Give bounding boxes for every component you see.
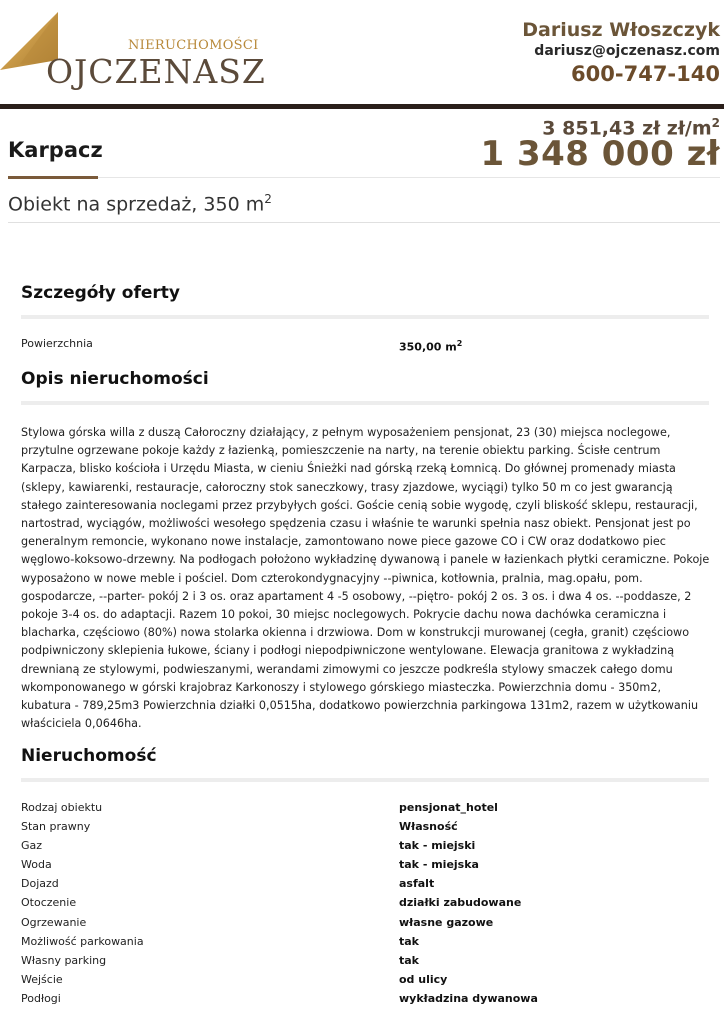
- property-row: [21, 875, 709, 893]
- property-value: tak: [399, 954, 419, 967]
- title-divider: [98, 177, 720, 178]
- property-row: [21, 799, 709, 817]
- area-sup: 2: [456, 339, 463, 348]
- agent-contact: [522, 18, 720, 88]
- property-label: Dojazd: [21, 877, 59, 890]
- property-row: [21, 914, 709, 932]
- logo[interactable]: [0, 12, 266, 92]
- listing-city: Karpacz: [8, 138, 103, 162]
- property-row: [21, 894, 709, 912]
- details-heading: Szczegóły oferty: [21, 283, 180, 303]
- property-value: własne gazowe: [399, 916, 494, 929]
- header-divider: [0, 104, 724, 109]
- property-row: [21, 837, 709, 855]
- description-divider: [21, 401, 709, 405]
- logo-title: OJCZENASZ: [46, 52, 266, 91]
- property-value: tak - miejska: [399, 858, 479, 871]
- agent-phone-link[interactable]: 600-747-140: [571, 62, 720, 86]
- property-row: [21, 990, 709, 1008]
- logo-subtitle: NIERUCHOMOŚCI: [128, 38, 259, 53]
- property-value: pensjonat_hotel: [399, 801, 498, 814]
- property-label: Stan prawny: [21, 820, 91, 833]
- property-label: Woda: [21, 858, 52, 871]
- subtitle-divider: [8, 222, 720, 223]
- property-row: [21, 818, 709, 836]
- listing-subtitle-text: Obiekt na sprzedaż, 350 m: [8, 193, 265, 216]
- property-value: działki zabudowane: [399, 896, 522, 909]
- description-heading: Opis nieruchomości: [21, 369, 209, 389]
- property-label: Własny parking: [21, 954, 107, 967]
- property-label: Podłogi: [21, 992, 61, 1005]
- property-row: [21, 933, 709, 951]
- price-per-m2-value: 3 851,43 zł zł/m: [542, 117, 712, 140]
- property-label: Możliwość parkowania: [21, 935, 144, 948]
- property-row: [21, 952, 709, 970]
- property-divider: [21, 778, 709, 782]
- agent-email-link[interactable]: dariusz@ojczenasz.com: [534, 43, 720, 59]
- listing-subtitle: [8, 192, 272, 215]
- listing-price: 1 348 000 zł: [480, 134, 720, 174]
- property-label: Rodzaj obiektu: [21, 801, 103, 814]
- property-row: [21, 856, 709, 874]
- property-row: [21, 971, 709, 989]
- property-label: Wejście: [21, 973, 63, 986]
- property-label: Ogrzewanie: [21, 916, 87, 929]
- price-per-m2-sup: 2: [711, 116, 720, 130]
- property-value: Własność: [399, 820, 458, 833]
- header: [0, 0, 724, 104]
- property-value: wykładzina dywanowa: [399, 992, 538, 1005]
- property-label: Otoczenie: [21, 896, 77, 909]
- property-value: tak - miejski: [399, 839, 476, 852]
- title-accent-line: [8, 176, 98, 179]
- listing-title-row: [0, 110, 724, 182]
- property-label: Gaz: [21, 839, 43, 852]
- details-row-area: [21, 335, 709, 353]
- details-label: Powierzchnia: [21, 337, 93, 350]
- area-value: 350,00 m: [399, 340, 457, 354]
- listing-subtitle-sup: 2: [264, 192, 272, 206]
- property-value: tak: [399, 935, 419, 948]
- property-value: asfalt: [399, 877, 435, 890]
- details-value: [399, 335, 462, 357]
- description-text: Stylowa górska willa z duszą Całoroczny działający, z pełnym wyposażeniem pensjonat, 23 (30) miejsca noclegowe, przytulne ogrzewane pokoje każdy z łazienką, pomieszczenie na narty, na terenie obiektu parking. Ścisłe centrum Karpacza, blisko kościoła i Urzędu Miasta, w cieniu Śnieżki nad górską rzeką Łomnicą. Do głównej promenady miasta (sklepy, kawiarenki, restauracje, całoroczny stok saneczkowy, trasy zjazdowe, wyciągi) tylko 50 m co jest gwarancją stałego zainteresowania noclegami przez przybyłych gości. Goście cenią sobie wygodę, czyli bliskość sklepu, restauracji, nartostrad, wyciągów, możliwości wesołego spędzenia czasu i właśnie te warunki spełnia nasz obiekt. Pensjonat jest po generalnym remoncie, wykonano nowe instalacje, zamontowano nowe piece gazowe CO i CW oraz dodatkowo piec węglowo-koksowo-drzewny. Na podłogach położono wykładzinę dywanową i panele w łazienkach płytki ceramiczne. Pokoje wyposażono w nowe meble i pościel. Dom czterokondygnacyjny --piwnica, kotłownia, pralnia, mag.opału, pom. gospodarcze, --parter- pokój 2 i 3 os. oraz apartament 4 -5 osobowy, --piętro- pokój 2 os. 3 os. i dwa 4 os. --poddasze, 2 pokoje 3-4 os. do adaptacji. Razem 10 pokoi, 30 miejsc noclegowych. Pokrycie dachu nowa dachówka ceramiczna i blacharka, częściowo (80%) nowa stolarka okienna i drzwiowa. Dom w konstrukcji murowanej (cegła, granit) częściowo podpiwniczony sklepienia łukowe, ściany i podłogi niepodpiwniczone wentylowane. Elewacja granitowa z wykładziną drewnianą ze stylowymi, podwieszanymi, werandami zimowymi co jeszcze podkreśla stylowy smaczek całego domu wkomponowanego w górski krajobraz Karkonoszy i stylowego górskiego miasteczka. Powierzchnia domu - 350m2, kubatura - 789,25m3 Powierzchnia działki 0,0515ha, dodatkowo powierzchnia parkingowa 131m2, razem w użytkowaniu właściciela 0,0646ha.: [21, 426, 710, 731]
- details-divider: [21, 315, 709, 319]
- property-value: od ulicy: [399, 973, 448, 986]
- property-heading: Nieruchomość: [21, 746, 157, 766]
- agent-name: Dariusz Włoszczyk: [522, 19, 720, 41]
